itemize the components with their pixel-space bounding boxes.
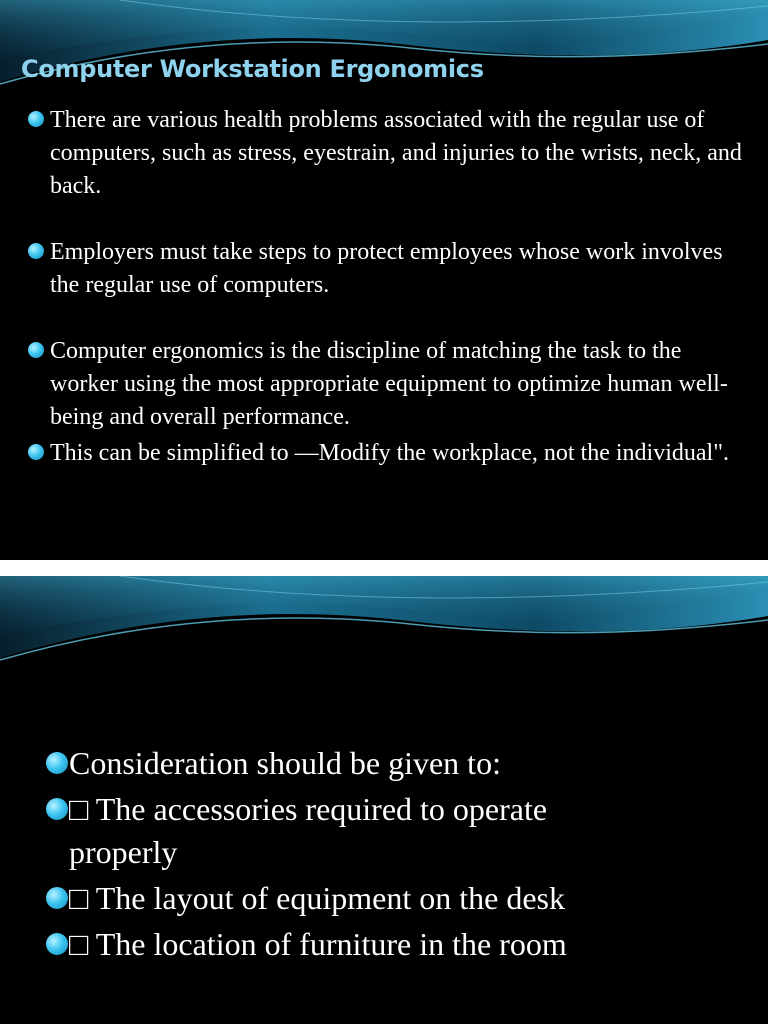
list-item (0, 104, 768, 203)
bullet-dot-icon (28, 342, 44, 358)
list-item (0, 437, 768, 470)
list-item (0, 742, 768, 785)
bullet-text: Employers must take steps to protect employees whose work involves the regular use of computers. (50, 239, 723, 298)
bullet-dot-icon (28, 111, 44, 127)
bullet-dot-icon (28, 444, 44, 460)
slide-2 (0, 576, 768, 1024)
bullet-list (0, 742, 768, 969)
slide-title: Computer Workstation Ergonomics (21, 55, 484, 83)
list-item (0, 877, 768, 920)
bullet-text: □ The accessories required to operate properly (69, 791, 548, 870)
bullet-text: Consideration should be given to: (69, 745, 501, 781)
wave-banner (0, 576, 768, 671)
list-item (0, 788, 768, 874)
bullet-list (0, 104, 768, 470)
slide-separator (0, 560, 768, 576)
list-item (0, 923, 768, 966)
list-item (0, 236, 768, 302)
bullet-dot-icon (46, 933, 68, 955)
bullet-dot-icon (28, 243, 44, 259)
bullet-text: There are various health problems associated with the regular use of computers, such as stress, eyestrain, and injuries to the wrists, neck, and back. (50, 107, 742, 199)
list-item (0, 335, 768, 434)
bullet-dot-icon (46, 798, 68, 820)
bullet-text: □ The layout of equipment on the desk (69, 880, 565, 916)
bullet-text: □ The location of furniture in the room (69, 926, 567, 962)
bullet-dot-icon (46, 752, 68, 774)
bullet-text: Computer ergonomics is the discipline of matching the task to the worker using the most appropriate equipment to optimize human well-being and overall performance. (50, 338, 728, 430)
bullet-text: This can be simplified to —Modify the workplace, not the individual". (50, 440, 729, 466)
bullet-dot-icon (46, 887, 68, 909)
